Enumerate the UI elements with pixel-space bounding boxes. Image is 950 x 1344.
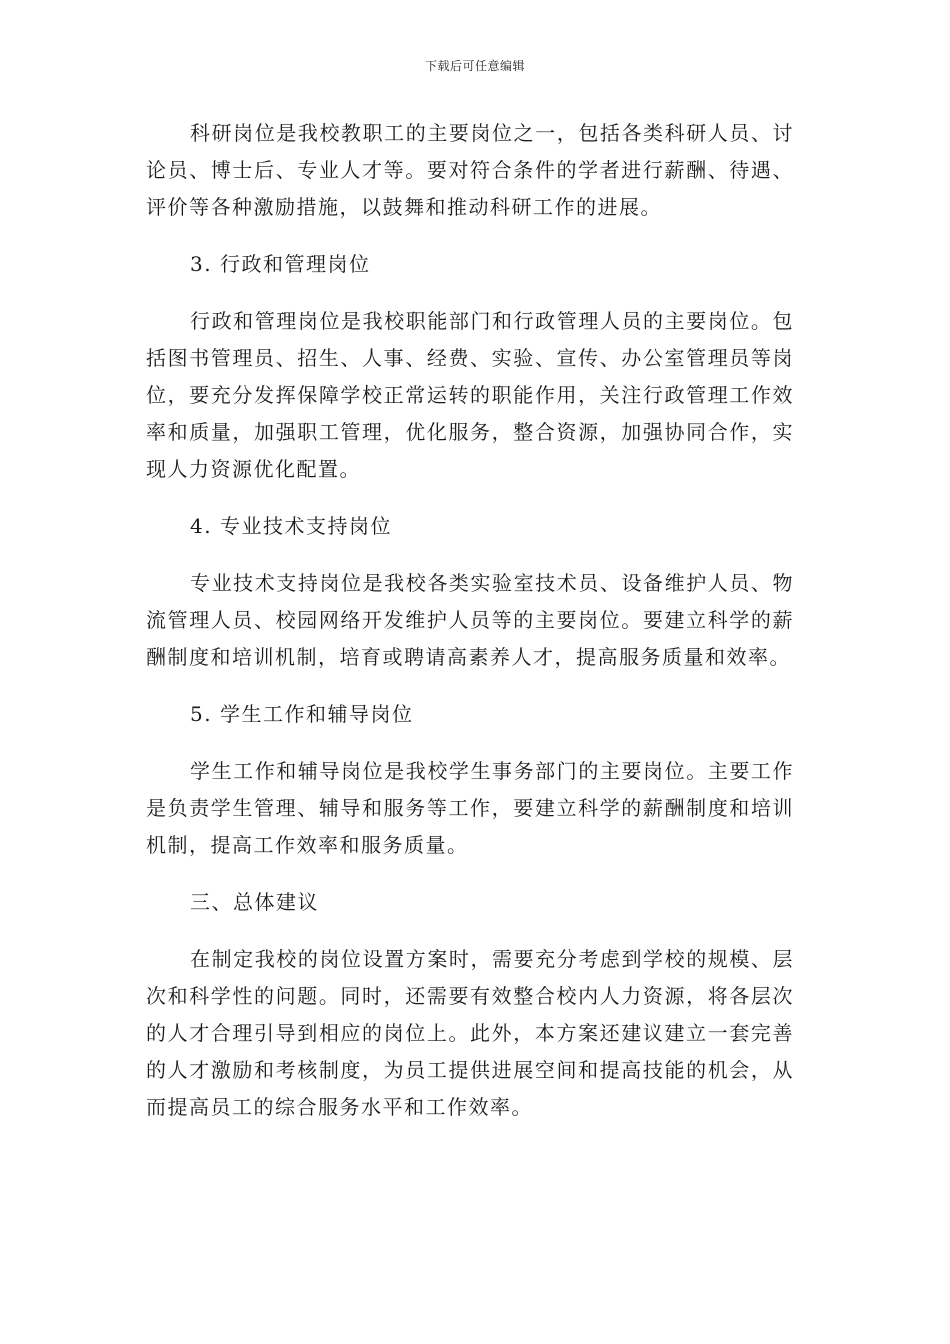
paragraph-student-affairs-posts: 学生工作和辅导岗位是我校学生事务部门的主要岗位。主要工作是负责学生管理、辅导和服务等工作，要建立科学的薪酬制度和培训机制，提高工作效率和服务质量。 xyxy=(146,759,794,857)
paragraph-tech-support-posts: 专业技术支持岗位是我校各类实验室技术员、设备维护人员、物流管理人员、校园网络开发维护人员等的主要岗位。要建立科学的薪酬制度和培训机制，培育或聘请高素养人才，提高服务质量和效率。 xyxy=(146,571,794,669)
paragraph-overall-suggestions: 在制定我校的岗位设置方案时，需要充分考虑到学校的规模、层次和科学性的问题。同时，还需要有效整合校内人力资源，将各层次的人才合理引导到相应的岗位上。此外，本方案还建议建立一套完善的人才激励和考核制度，为员工提供进展空间和提高技能的机会，从而提高员工的综合服务水平和工作效率。 xyxy=(146,947,794,1119)
header-note: 下载后可任意编辑 xyxy=(424,59,525,73)
section-heading-overall-suggestions: 三、总体建议 xyxy=(190,890,319,914)
section-heading-admin: 3. 行政和管理岗位 xyxy=(190,252,371,276)
paragraph-research-posts: 科研岗位是我校教职工的主要岗位之一，包括各类科研人员、讨论员、博士后、专业人才等。要对符合条件的学者进行薪酬、待遇、评价等各种激励措施，以鼓舞和推动科研工作的进展。 xyxy=(146,121,794,219)
document-body xyxy=(146,115,794,1146)
section-heading-student-affairs: 5. 学生工作和辅导岗位 xyxy=(190,702,414,726)
paragraph-admin-posts: 行政和管理岗位是我校职能部门和行政管理人员的主要岗位。包括图书管理员、招生、人事、经费、实验、宣传、办公室管理员等岗位，要充分发挥保障学校正常运转的职能作用，关注行政管理工作效率和质量，加强职工管理，优化服务，整合资源，加强协同合作，实现人力资源优化配置。 xyxy=(146,309,794,481)
section-heading-tech-support: 4. 专业技术支持岗位 xyxy=(190,514,392,538)
